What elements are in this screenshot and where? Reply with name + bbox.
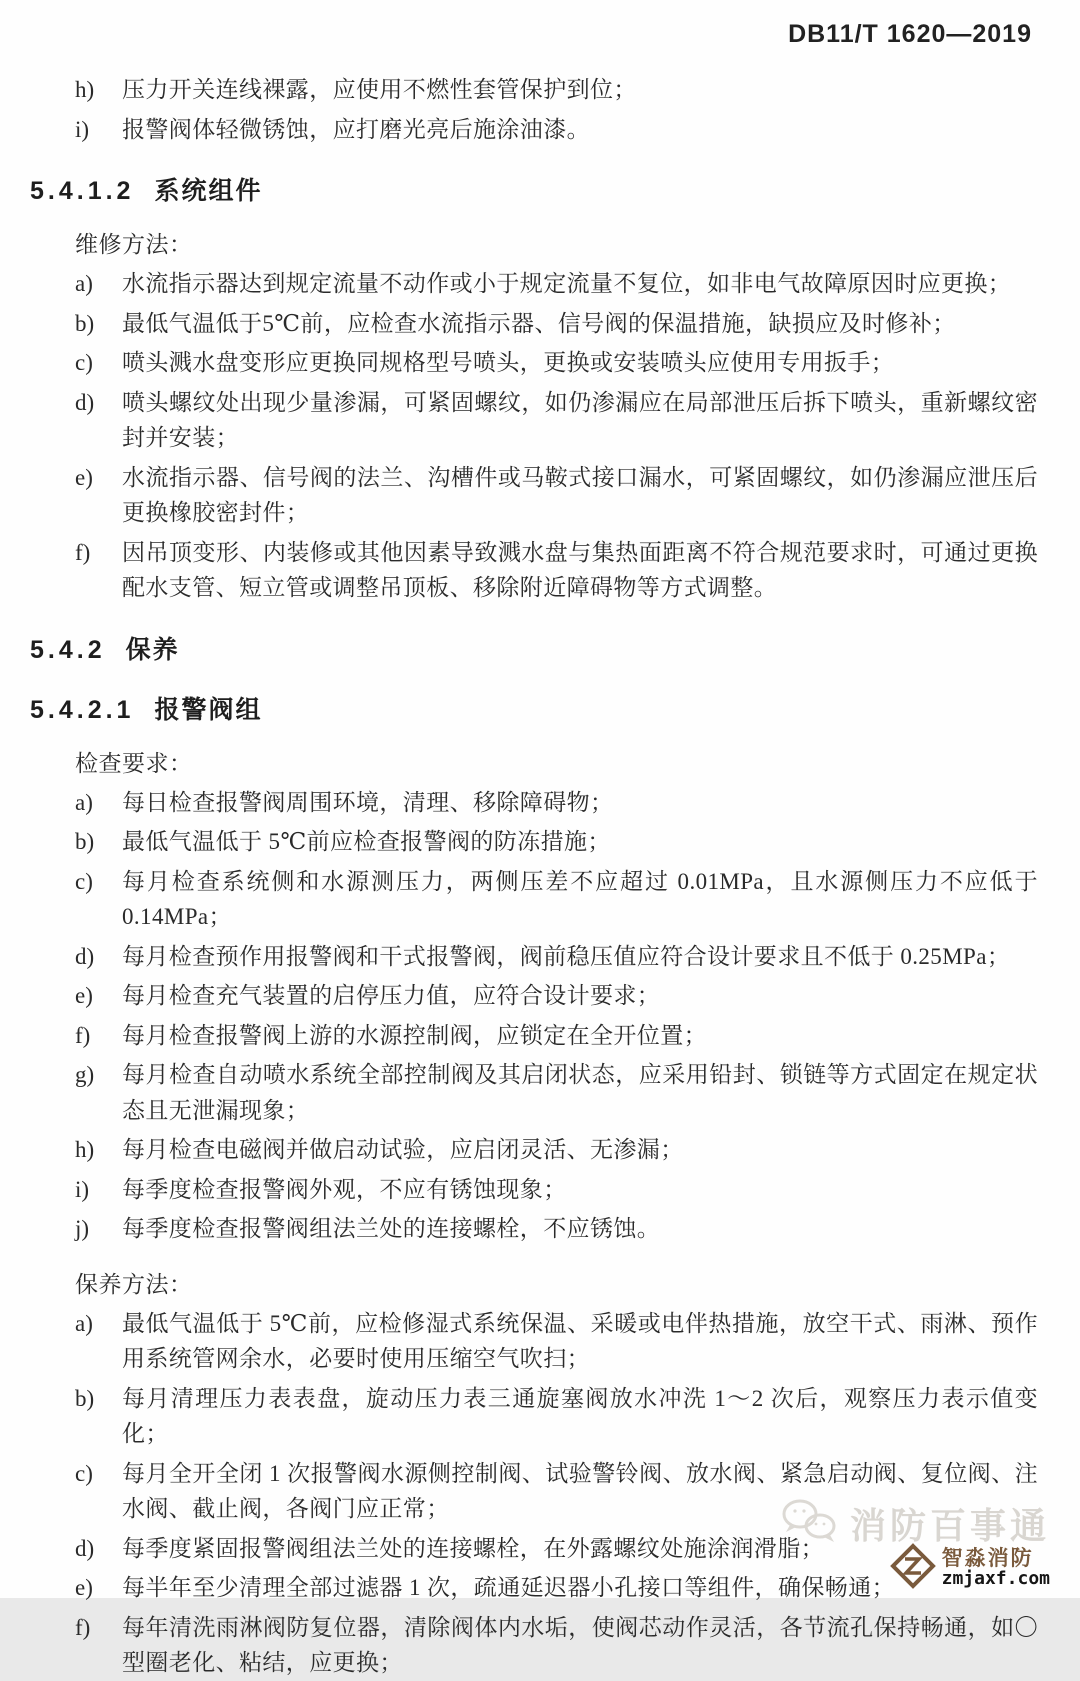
wechat-bubbles-icon xyxy=(780,1496,842,1551)
list-item-label: e) xyxy=(75,983,93,1008)
list-item-text: 水流指示器、信号阀的法兰、沟槽件或马鞍式接口漏水，可紧固螺纹，如仍渗漏应泄压后更换橡胶密封件； xyxy=(122,464,1038,525)
list-item-text: 每季度检查报警阀外观，不应有锈蚀现象； xyxy=(122,1176,567,1202)
list-item-label: h) xyxy=(75,1137,95,1162)
list-item xyxy=(0,785,1080,821)
list-item-label: j) xyxy=(75,1216,90,1241)
section-heading xyxy=(30,171,1080,207)
list-item xyxy=(0,824,1080,860)
list-item-text: 每月检查充气装置的启停压力值，应符合设计要求； xyxy=(122,983,661,1008)
list-item-label: f) xyxy=(75,1022,91,1048)
watermark-text: 消防百事通 xyxy=(849,1505,1050,1546)
list-item-label: d) xyxy=(75,1535,95,1561)
list-item-label: c) xyxy=(75,1460,93,1486)
list-item-label: h) xyxy=(75,77,95,102)
list-item-text: 每季度紧固报警阀组法兰处的连接螺栓，在外露螺纹处施涂润滑脂； xyxy=(122,1535,824,1561)
list-item-label: b) xyxy=(75,1385,95,1411)
logo-name: 智淼消防 xyxy=(941,1547,1034,1571)
list-item xyxy=(0,864,1080,935)
list-item-text: 每月检查自动喷水系统全部控制阀及其启闭状态，应采用铅封、锁链等方式固定在规定状态且无泄漏现象； xyxy=(122,1062,1038,1123)
list-item-text: 最低气温低于 5℃前，应检修湿式系统保温、采暖或电伴热措施，放空干式、雨淋、预作用系统管网余水，必要时使用压缩空气吹扫； xyxy=(122,1310,1038,1371)
list-item xyxy=(0,1018,1080,1054)
list-item xyxy=(0,1057,1080,1128)
list-item-text: 每季度检查报警阀组法兰处的连接螺栓，不应锈蚀。 xyxy=(122,1216,661,1241)
list-item-text: 喷头螺纹处出现少量渗漏，可紧固螺纹，如仍渗漏应在局部泄压后拆下喷头，重新螺纹密封并安装； xyxy=(122,389,1038,450)
list-item-label: f) xyxy=(75,1614,91,1640)
list-item-label: c) xyxy=(75,350,93,375)
list-item xyxy=(0,345,1080,381)
lead-in-text: 维修方法： xyxy=(75,232,193,257)
list-item-text: 水流指示器达到规定流量不动作或小于规定流量不复位，如非电气故障原因时应更换； xyxy=(122,271,1012,296)
list-item-label: g) xyxy=(75,1062,95,1087)
list-item-text: 最低气温低于 5℃前应检查报警阀的防冻措施； xyxy=(122,829,611,854)
zhimiao-logo xyxy=(890,1543,1050,1594)
section-number: 5.4.1.2 xyxy=(30,177,135,205)
section-number: 5.4.2.1 xyxy=(30,695,135,724)
list-item-label: i) xyxy=(75,116,90,142)
list-item xyxy=(0,1381,1080,1452)
list-item-text: 每月全开全闭 1 次报警阀水源侧控制阀、试验警铃阀、放水阀、紧急启动阀、复位阀、注水阀、截止阀，各阀门应正常； xyxy=(122,1460,1038,1521)
list-item-text: 压力开关连线裸露，应使用不燃性套管保护到位； xyxy=(122,77,637,102)
list-item-text: 每月检查报警阀上游的水源控制阀，应锁定在全开位置； xyxy=(122,1022,707,1048)
list-item xyxy=(0,1132,1080,1168)
list-item xyxy=(0,306,1080,342)
list-item xyxy=(0,1610,1080,1681)
list-item xyxy=(0,535,1080,606)
list-item-text: 每月清理压力表表盘，旋动压力表三通旋塞阀放水冲洗 1～2 次后，观察压力表示值变化； xyxy=(122,1385,1038,1446)
list-item-label: e) xyxy=(75,1575,93,1600)
document-body xyxy=(0,68,1080,1681)
list-item xyxy=(0,112,1080,148)
list-item xyxy=(0,1172,1080,1208)
list-item xyxy=(0,72,1080,108)
list-item-label: a) xyxy=(75,789,93,815)
list-item-text: 每年清洗雨淋阀防复位器，清除阀体内水垢，使阀芯动作灵活，各节流孔保持畅通，如〇型圈老化、粘结，应更换； xyxy=(122,1614,1038,1675)
lead-in-text: 保养方法： xyxy=(75,1271,193,1297)
section-heading xyxy=(30,630,1080,666)
list-item-text: 因吊顶变形、内装修或其他因素导致溅水盘与集热面距离不符合规范要求时，可通过更换配水支管、短立管或调整吊顶板、移除附近障碍物等方式调整。 xyxy=(122,539,1038,600)
list-item-label: a) xyxy=(75,271,93,296)
section-title: 报警阀组 xyxy=(154,695,263,724)
list-item xyxy=(0,978,1080,1014)
list-item-text: 每半年至少清理全部过滤器 1 次，疏通延迟器小孔接口等组件，确保畅通； xyxy=(122,1575,895,1600)
list-item xyxy=(0,939,1080,975)
list-item-label: d) xyxy=(75,943,95,969)
list-item xyxy=(0,1306,1080,1377)
logo-site: zmjaxf.com xyxy=(941,1568,1050,1590)
list-item-label: a) xyxy=(75,1310,93,1336)
list-item-label: i) xyxy=(75,1176,90,1202)
list-item-text: 报警阀体轻微锈蚀，应打磨光亮后施涂油漆。 xyxy=(122,116,590,142)
list-item-label: c) xyxy=(75,868,93,894)
section-title: 保养 xyxy=(125,635,180,664)
section-title: 系统组件 xyxy=(154,177,263,205)
diamond-z-icon xyxy=(890,1543,936,1594)
list-item-label: d) xyxy=(75,389,95,415)
section-heading xyxy=(30,690,1080,726)
list-item-text: 喷头溅水盘变形应更换同规格型号喷头，更换或安装喷头应使用专用扳手； xyxy=(122,350,895,375)
list-item xyxy=(0,1211,1080,1247)
list-item-label: f) xyxy=(75,539,91,565)
list-item-text: 每日检查报警阀周围环境，清理、移除障碍物； xyxy=(122,789,614,815)
list-item-label: b) xyxy=(75,829,95,854)
list-item-label: b) xyxy=(75,310,95,336)
list-item-text: 最低气温低于5℃前，应检查水流指示器、信号阀的保温措施，缺损应及时修补； xyxy=(122,310,956,336)
section-number: 5.4.2 xyxy=(30,635,106,664)
list-item-label: e) xyxy=(75,464,93,490)
list-item-text: 每月检查电磁阀并做启动试验，应启闭灵活、无渗漏； xyxy=(122,1137,684,1162)
list-item-text: 每月检查预作用报警阀和干式报警阀，阀前稳压值应符合设计要求且不低于 0.25MPa； xyxy=(122,943,1011,969)
list-item-text: 每月检查系统侧和水源测压力，两侧压差不应超过 0.01MPa，且水源侧压力不应低于 0.14MPa； xyxy=(122,868,1038,929)
lead-in-text: 检查要求： xyxy=(75,750,193,776)
footer-watermarks xyxy=(780,1496,1050,1594)
doc-number: DB11/T 1620—2019 xyxy=(788,20,1032,48)
list-item xyxy=(0,385,1080,456)
list-item xyxy=(0,460,1080,531)
list-item xyxy=(0,266,1080,302)
